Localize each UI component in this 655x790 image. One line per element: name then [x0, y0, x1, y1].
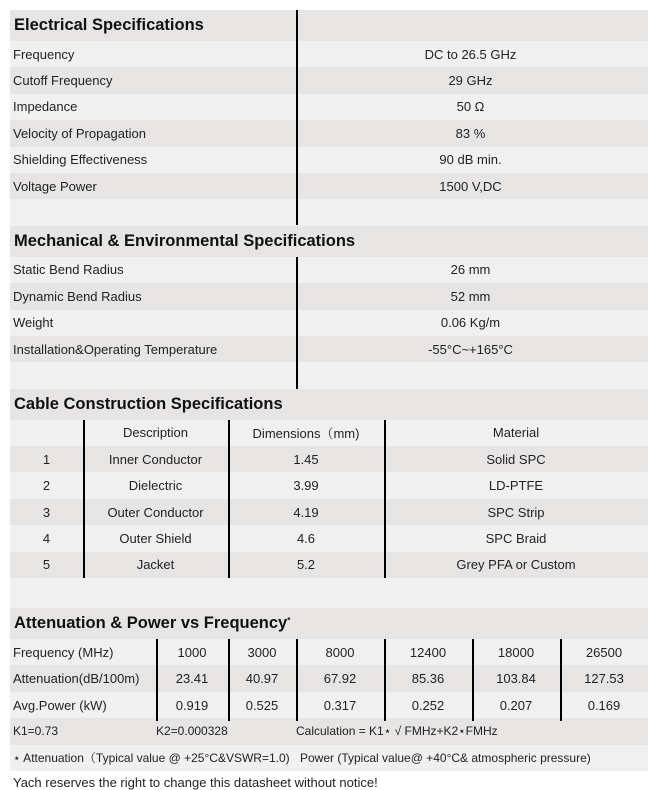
- header-cell: Description: [122, 425, 189, 441]
- cell-value: 0.525: [245, 697, 279, 713]
- construction-title: Cable Construction Specifications: [10, 389, 648, 420]
- spec-label: Frequency: [13, 46, 75, 62]
- header-cell: Dimensions（mm): [252, 426, 360, 442]
- cell-value: 0.207: [499, 697, 533, 713]
- row-label: Attenuation(dB/100m): [13, 671, 140, 687]
- header-cell: Material: [492, 425, 540, 441]
- spec-row: [10, 336, 648, 362]
- attenuation-section: [10, 608, 648, 771]
- cell-material: SPC Strip: [487, 504, 545, 520]
- column-divider: [83, 420, 85, 578]
- cell-material: Solid SPC: [486, 451, 546, 467]
- cell-value: 3000: [247, 644, 277, 660]
- cell-index: 1: [42, 451, 51, 467]
- empty-row: [10, 578, 648, 608]
- cell-description: Outer Shield: [119, 530, 192, 546]
- cell-value: 127.53: [584, 671, 624, 687]
- attenuation-title: [10, 608, 648, 639]
- empty-row: [10, 199, 648, 225]
- spec-value: 0.06 Kg/m: [440, 315, 501, 331]
- spec-row: [10, 94, 648, 120]
- cell-description: Outer Conductor: [107, 504, 204, 520]
- constants-row: [10, 718, 648, 744]
- table-row: [10, 525, 648, 551]
- column-divider: [228, 639, 230, 721]
- spec-label: Velocity of Propagation: [13, 125, 146, 141]
- attenuation-row: [10, 665, 648, 691]
- cell-value: 26500: [585, 644, 623, 660]
- cell-value: 85.36: [411, 671, 445, 687]
- spec-label: Dynamic Bend Radius: [13, 288, 142, 304]
- table-row: [10, 499, 648, 525]
- mechanical-section: [10, 226, 648, 389]
- datasheet: [10, 10, 648, 790]
- spec-value: 52 mm: [450, 288, 491, 304]
- cell-dimension: 4.6: [296, 530, 316, 546]
- attenuation-title-text: Attenuation & Power vs Frequency: [14, 614, 288, 633]
- attenuation-row: [10, 639, 648, 665]
- cell-dimension: 5.2: [296, 557, 316, 573]
- column-divider: [296, 257, 298, 389]
- cell-value: 0.252: [411, 697, 445, 713]
- spec-row: [10, 173, 648, 199]
- cell-material: LD-PTFE: [488, 478, 544, 494]
- spec-label: Shielding Effectiveness: [13, 152, 148, 168]
- cell-value: 40.97: [245, 671, 279, 687]
- column-divider: [384, 420, 386, 578]
- table-header-row: [10, 420, 648, 446]
- cell-value: 0.317: [323, 697, 357, 713]
- cell-index: 2: [42, 478, 51, 494]
- spec-value: 50 Ω: [456, 99, 485, 115]
- cell-value: 0.169: [587, 697, 621, 713]
- spec-row: [10, 147, 648, 173]
- column-divider: [156, 639, 158, 721]
- mechanical-title: Mechanical & Environmental Specifications: [10, 226, 648, 257]
- electrical-title: Electrical Specifications: [10, 10, 648, 41]
- spec-row: [10, 41, 648, 67]
- spec-label: Static Bend Radius: [13, 262, 124, 278]
- spec-row: [10, 257, 648, 283]
- footnote-mark: *: [287, 616, 291, 626]
- table-row: [10, 446, 648, 472]
- column-divider: [384, 639, 386, 721]
- cell-index: 5: [42, 557, 51, 573]
- power-note: Power (Typical value@ +40°C& atmospheric pressure): [300, 750, 591, 765]
- table-row: [10, 552, 648, 578]
- column-divider: [228, 420, 230, 578]
- disclaimer: Yach reserves the right to change this datasheet without notice!: [13, 774, 378, 790]
- spec-row: [10, 283, 648, 309]
- spec-value: DC to 26.5 GHz: [424, 46, 517, 62]
- spec-row: [10, 310, 648, 336]
- cell-value: 0.919: [175, 697, 209, 713]
- cell-description: Jacket: [136, 557, 175, 573]
- cell-value: 12400: [409, 644, 447, 660]
- cell-value: 103.84: [496, 671, 536, 687]
- k2-constant: K2=0.000328: [156, 724, 228, 739]
- spec-value: 90 dB min.: [439, 152, 502, 168]
- attenuation-row: [10, 692, 648, 718]
- cell-index: 3: [42, 504, 51, 520]
- row-label: Avg.Power (kW): [13, 697, 107, 713]
- cell-value: 23.41: [175, 671, 209, 687]
- cell-dimension: 4.19: [293, 504, 319, 520]
- spec-row: [10, 120, 648, 146]
- spec-label: Cutoff Frequency: [13, 73, 113, 89]
- spec-row: [10, 67, 648, 93]
- cell-description: Dielectric: [128, 478, 183, 494]
- cell-description: Inner Conductor: [108, 451, 203, 467]
- cell-dimension: 1.45: [293, 451, 319, 467]
- spec-value: 26 mm: [450, 262, 491, 278]
- construction-section: [10, 389, 648, 608]
- cell-value: 1000: [177, 644, 207, 660]
- cell-value: 8000: [325, 644, 355, 660]
- column-divider: [296, 639, 298, 721]
- spec-label: Impedance: [13, 99, 78, 115]
- cell-value: 18000: [497, 644, 535, 660]
- cell-material: SPC Braid: [485, 530, 547, 546]
- cell-value: 67.92: [323, 671, 357, 687]
- column-divider: [472, 639, 474, 721]
- notes-row: [10, 745, 648, 771]
- row-label: Frequency (MHz): [13, 644, 114, 660]
- cell-index: 4: [42, 530, 51, 546]
- attenuation-note: ⋆ Attenuation（Typical value @ +25°C&VSWR=1.0): [13, 751, 290, 766]
- electrical-section: [10, 10, 648, 226]
- spec-value: -55°C~+165°C: [428, 341, 513, 357]
- k1-constant: K1=0.73: [13, 724, 59, 739]
- column-divider: [560, 639, 562, 721]
- spec-value: 29 GHz: [448, 73, 493, 89]
- cell-material: Grey PFA or Custom: [456, 557, 576, 573]
- spec-label: Weight: [13, 315, 54, 331]
- spec-value: 83 %: [455, 125, 486, 141]
- cell-dimension: 3.99: [293, 478, 319, 494]
- spec-label: Voltage Power: [13, 178, 97, 194]
- spec-value: 1500 V,DC: [439, 178, 502, 194]
- spec-label: Installation&Operating Temperature: [13, 341, 218, 357]
- column-divider: [296, 10, 298, 225]
- calculation-formula: Calculation = K1⋆ √ FMHz+K2⋆FMHz: [296, 724, 498, 739]
- table-row: [10, 472, 648, 498]
- empty-row: [10, 362, 648, 388]
